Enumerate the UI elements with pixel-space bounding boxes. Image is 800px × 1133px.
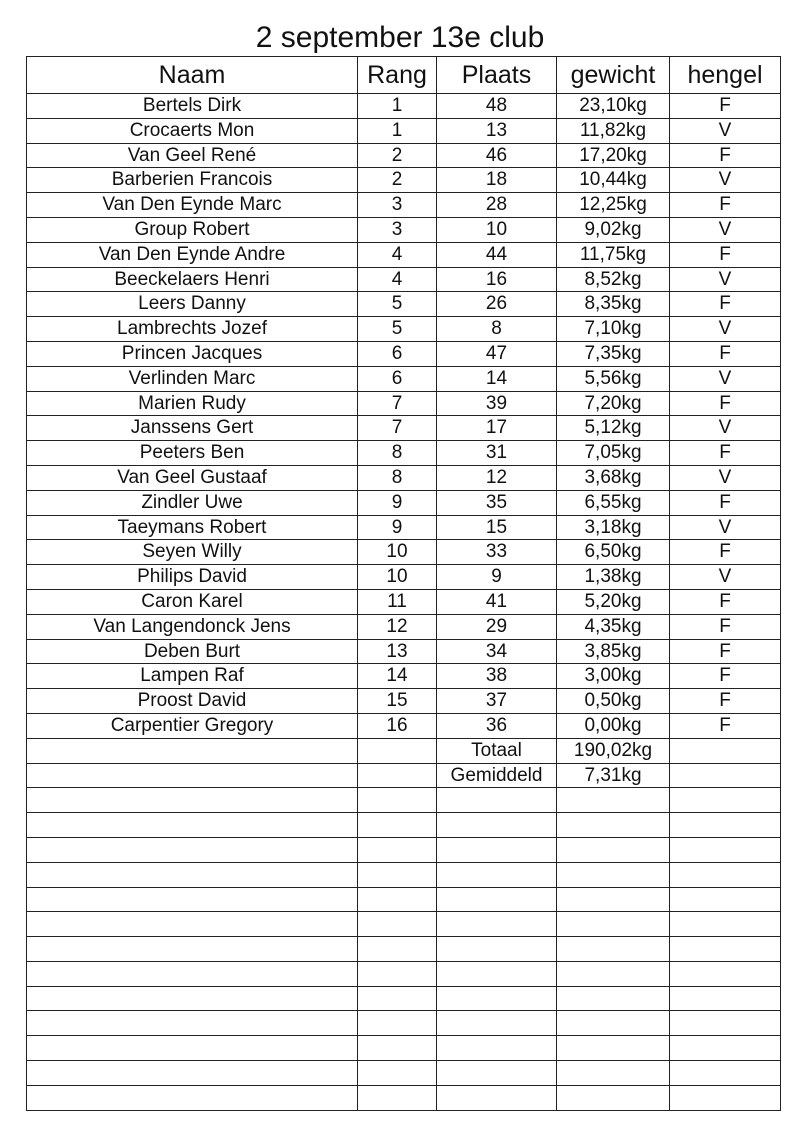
cell-rang: 6 (358, 341, 437, 366)
cell-gewicht (557, 1011, 670, 1036)
cell-hengel (670, 813, 781, 838)
cell-gewicht: 12,25kg (557, 193, 670, 218)
cell-plaats (437, 813, 557, 838)
cell-gewicht: 6,50kg (557, 540, 670, 565)
cell-gewicht: 7,31kg (557, 763, 670, 788)
cell-naam: Beeckelaers Henri (27, 267, 358, 292)
cell-hengel: V (670, 118, 781, 143)
table-row (27, 143, 781, 168)
cell-hengel: F (670, 664, 781, 689)
cell-hengel: F (670, 143, 781, 168)
cell-hengel: V (670, 416, 781, 441)
table-row (27, 1061, 781, 1086)
cell-hengel: F (670, 341, 781, 366)
cell-rang (358, 1085, 437, 1110)
cell-plaats: 44 (437, 242, 557, 267)
table-row (27, 242, 781, 267)
cell-rang: 14 (358, 664, 437, 689)
table-row (27, 788, 781, 813)
cell-hengel: V (670, 366, 781, 391)
cell-plaats: 29 (437, 614, 557, 639)
cell-naam: Janssens Gert (27, 416, 358, 441)
cell-plaats: 17 (437, 416, 557, 441)
table-row (27, 465, 781, 490)
cell-gewicht (557, 862, 670, 887)
table-row (27, 317, 781, 342)
cell-rang (358, 1011, 437, 1036)
table-row (27, 912, 781, 937)
table-row (27, 862, 781, 887)
cell-plaats (437, 986, 557, 1011)
cell-plaats: 35 (437, 490, 557, 515)
cell-gewicht: 0,50kg (557, 689, 670, 714)
cell-gewicht: 9,02kg (557, 217, 670, 242)
cell-gewicht (557, 1036, 670, 1061)
cell-naam (27, 813, 358, 838)
cell-rang (358, 862, 437, 887)
cell-gewicht: 3,68kg (557, 465, 670, 490)
cell-hengel: V (670, 565, 781, 590)
cell-hengel: F (670, 242, 781, 267)
table-row (27, 441, 781, 466)
table-row (27, 763, 781, 788)
cell-naam: Lambrechts Jozef (27, 317, 358, 342)
cell-hengel (670, 1061, 781, 1086)
cell-rang: 8 (358, 441, 437, 466)
cell-naam (27, 837, 358, 862)
cell-plaats (437, 1061, 557, 1086)
table-row (27, 986, 781, 1011)
cell-plaats: 13 (437, 118, 557, 143)
cell-gewicht: 0,00kg (557, 713, 670, 738)
table-row (27, 664, 781, 689)
cell-naam: Deben Burt (27, 639, 358, 664)
table-row (27, 292, 781, 317)
cell-gewicht: 3,18kg (557, 515, 670, 540)
cell-naam (27, 1036, 358, 1061)
table-row (27, 1011, 781, 1036)
cell-hengel: V (670, 317, 781, 342)
cell-rang: 1 (358, 118, 437, 143)
table-row (27, 341, 781, 366)
table-row (27, 391, 781, 416)
header-naam: Naam (27, 57, 358, 94)
cell-rang: 6 (358, 366, 437, 391)
cell-hengel: V (670, 267, 781, 292)
cell-rang: 7 (358, 416, 437, 441)
cell-naam (27, 763, 358, 788)
cell-naam: Group Robert (27, 217, 358, 242)
cell-gewicht (557, 1085, 670, 1110)
cell-plaats: 18 (437, 168, 557, 193)
table-row (27, 887, 781, 912)
table-row (27, 937, 781, 962)
cell-rang: 9 (358, 515, 437, 540)
cell-naam: Princen Jacques (27, 341, 358, 366)
cell-plaats (437, 961, 557, 986)
cell-rang (358, 837, 437, 862)
cell-rang: 16 (358, 713, 437, 738)
cell-rang (358, 1061, 437, 1086)
cell-naam: Van Geel René (27, 143, 358, 168)
table-header-row (27, 57, 781, 94)
cell-naam: Carpentier Gregory (27, 713, 358, 738)
cell-hengel (670, 1036, 781, 1061)
cell-plaats: 15 (437, 515, 557, 540)
cell-gewicht: 190,02kg (557, 738, 670, 763)
cell-naam (27, 937, 358, 962)
cell-gewicht (557, 887, 670, 912)
cell-naam (27, 1085, 358, 1110)
cell-naam: Van Langendonck Jens (27, 614, 358, 639)
cell-plaats: 14 (437, 366, 557, 391)
cell-naam: Peeters Ben (27, 441, 358, 466)
cell-rang: 15 (358, 689, 437, 714)
cell-naam: Van Den Eynde Marc (27, 193, 358, 218)
cell-plaats (437, 887, 557, 912)
cell-rang (358, 788, 437, 813)
cell-plaats (437, 1036, 557, 1061)
cell-rang: 2 (358, 168, 437, 193)
cell-hengel: F (670, 689, 781, 714)
table-row (27, 267, 781, 292)
cell-plaats: 36 (437, 713, 557, 738)
table-row (27, 738, 781, 763)
table-row (27, 217, 781, 242)
page-title: 2 september 13e club (255, 21, 545, 54)
cell-hengel (670, 912, 781, 937)
cell-gewicht: 7,05kg (557, 441, 670, 466)
table-row (27, 515, 781, 540)
cell-naam (27, 738, 358, 763)
cell-rang (358, 912, 437, 937)
cell-gewicht: 5,20kg (557, 589, 670, 614)
cell-gewicht: 3,00kg (557, 664, 670, 689)
cell-rang: 2 (358, 143, 437, 168)
cell-rang: 4 (358, 267, 437, 292)
table-row (27, 193, 781, 218)
cell-rang: 3 (358, 217, 437, 242)
cell-hengel: F (670, 540, 781, 565)
table-row (27, 490, 781, 515)
cell-plaats: 38 (437, 664, 557, 689)
cell-plaats (437, 937, 557, 962)
cell-gewicht: 23,10kg (557, 94, 670, 119)
cell-hengel: F (670, 193, 781, 218)
cell-gewicht (557, 961, 670, 986)
cell-hengel: F (670, 441, 781, 466)
cell-gewicht (557, 986, 670, 1011)
cell-hengel (670, 738, 781, 763)
cell-rang: 10 (358, 540, 437, 565)
cell-plaats: 9 (437, 565, 557, 590)
table-row (27, 565, 781, 590)
cell-hengel: V (670, 465, 781, 490)
cell-naam: Seyen Willy (27, 540, 358, 565)
cell-naam (27, 912, 358, 937)
cell-gewicht (557, 1061, 670, 1086)
cell-gewicht (557, 813, 670, 838)
cell-rang (358, 1036, 437, 1061)
cell-hengel (670, 1085, 781, 1110)
cell-naam: Proost David (27, 689, 358, 714)
table-row (27, 168, 781, 193)
cell-hengel: F (670, 292, 781, 317)
cell-rang: 7 (358, 391, 437, 416)
cell-naam: Van Geel Gustaaf (27, 465, 358, 490)
cell-rang (358, 887, 437, 912)
cell-hengel (670, 887, 781, 912)
cell-naam: Lampen Raf (27, 664, 358, 689)
cell-gewicht (557, 788, 670, 813)
cell-gewicht: 17,20kg (557, 143, 670, 168)
cell-hengel (670, 986, 781, 1011)
cell-hengel: V (670, 217, 781, 242)
cell-plaats: 26 (437, 292, 557, 317)
cell-hengel (670, 837, 781, 862)
cell-hengel: F (670, 713, 781, 738)
cell-naam (27, 1061, 358, 1086)
table-row (27, 94, 781, 119)
cell-naam (27, 788, 358, 813)
cell-naam (27, 961, 358, 986)
cell-rang: 9 (358, 490, 437, 515)
cell-naam: Philips David (27, 565, 358, 590)
table-row (27, 837, 781, 862)
cell-hengel: V (670, 515, 781, 540)
cell-rang: 3 (358, 193, 437, 218)
cell-plaats: 46 (437, 143, 557, 168)
cell-hengel: F (670, 614, 781, 639)
cell-plaats (437, 837, 557, 862)
cell-gewicht: 8,35kg (557, 292, 670, 317)
cell-plaats: 39 (437, 391, 557, 416)
cell-hengel (670, 862, 781, 887)
cell-naam (27, 887, 358, 912)
cell-rang (358, 763, 437, 788)
table-row (27, 589, 781, 614)
cell-rang (358, 738, 437, 763)
cell-gewicht: 11,75kg (557, 242, 670, 267)
cell-naam (27, 986, 358, 1011)
table-row (27, 639, 781, 664)
cell-naam: Marien Rudy (27, 391, 358, 416)
cell-naam: Bertels Dirk (27, 94, 358, 119)
cell-plaats: 12 (437, 465, 557, 490)
cell-gewicht: 1,38kg (557, 565, 670, 590)
cell-naam: Leers Danny (27, 292, 358, 317)
table-row (27, 416, 781, 441)
cell-plaats (437, 1085, 557, 1110)
table-row (27, 540, 781, 565)
results-table (26, 56, 781, 1111)
cell-plaats: Totaal (437, 738, 557, 763)
cell-gewicht: 5,12kg (557, 416, 670, 441)
cell-plaats: 34 (437, 639, 557, 664)
cell-hengel (670, 1011, 781, 1036)
table-row (27, 713, 781, 738)
header-plaats: Plaats (437, 57, 557, 94)
cell-hengel (670, 937, 781, 962)
table-row (27, 1085, 781, 1110)
cell-plaats: 47 (437, 341, 557, 366)
cell-rang: 1 (358, 94, 437, 119)
cell-gewicht: 11,82kg (557, 118, 670, 143)
cell-rang: 5 (358, 317, 437, 342)
cell-rang: 8 (358, 465, 437, 490)
header-hengel: hengel (670, 57, 781, 94)
cell-rang (358, 937, 437, 962)
cell-hengel: F (670, 589, 781, 614)
table-row (27, 961, 781, 986)
cell-plaats (437, 912, 557, 937)
cell-rang: 13 (358, 639, 437, 664)
cell-plaats: 10 (437, 217, 557, 242)
table-row (27, 118, 781, 143)
cell-plaats: 37 (437, 689, 557, 714)
cell-naam: Barberien Francois (27, 168, 358, 193)
cell-plaats (437, 1011, 557, 1036)
cell-naam: Crocaerts Mon (27, 118, 358, 143)
cell-naam: Verlinden Marc (27, 366, 358, 391)
cell-plaats: 31 (437, 441, 557, 466)
cell-plaats: 28 (437, 193, 557, 218)
table-row (27, 614, 781, 639)
cell-gewicht: 7,10kg (557, 317, 670, 342)
cell-naam: Caron Karel (27, 589, 358, 614)
cell-gewicht (557, 912, 670, 937)
cell-naam: Taeymans Robert (27, 515, 358, 540)
cell-gewicht: 5,56kg (557, 366, 670, 391)
table-row (27, 1036, 781, 1061)
header-gewicht: gewicht (557, 57, 670, 94)
cell-gewicht: 6,55kg (557, 490, 670, 515)
cell-rang: 12 (358, 614, 437, 639)
cell-plaats (437, 862, 557, 887)
cell-hengel: F (670, 639, 781, 664)
table-row (27, 689, 781, 714)
cell-gewicht: 4,35kg (557, 614, 670, 639)
cell-rang (358, 961, 437, 986)
cell-plaats: 48 (437, 94, 557, 119)
cell-rang (358, 813, 437, 838)
cell-hengel (670, 763, 781, 788)
cell-plaats: 41 (437, 589, 557, 614)
cell-hengel: V (670, 168, 781, 193)
table-row (27, 813, 781, 838)
cell-naam (27, 862, 358, 887)
cell-plaats (437, 788, 557, 813)
cell-plaats: 8 (437, 317, 557, 342)
cell-hengel (670, 961, 781, 986)
cell-rang: 5 (358, 292, 437, 317)
cell-gewicht: 8,52kg (557, 267, 670, 292)
cell-hengel (670, 788, 781, 813)
cell-plaats: 16 (437, 267, 557, 292)
header-rang: Rang (358, 57, 437, 94)
cell-gewicht: 7,35kg (557, 341, 670, 366)
table-body (27, 94, 781, 1111)
cell-rang: 4 (358, 242, 437, 267)
table-row (27, 366, 781, 391)
cell-naam: Zindler Uwe (27, 490, 358, 515)
cell-rang: 10 (358, 565, 437, 590)
cell-hengel: F (670, 94, 781, 119)
cell-hengel: F (670, 490, 781, 515)
cell-gewicht: 3,85kg (557, 639, 670, 664)
cell-hengel: F (670, 391, 781, 416)
cell-gewicht (557, 837, 670, 862)
cell-rang (358, 986, 437, 1011)
cell-rang: 11 (358, 589, 437, 614)
cell-gewicht: 7,20kg (557, 391, 670, 416)
cell-gewicht (557, 937, 670, 962)
cell-plaats: 33 (437, 540, 557, 565)
cell-naam: Van Den Eynde Andre (27, 242, 358, 267)
cell-plaats: Gemiddeld (437, 763, 557, 788)
cell-naam (27, 1011, 358, 1036)
cell-gewicht: 10,44kg (557, 168, 670, 193)
